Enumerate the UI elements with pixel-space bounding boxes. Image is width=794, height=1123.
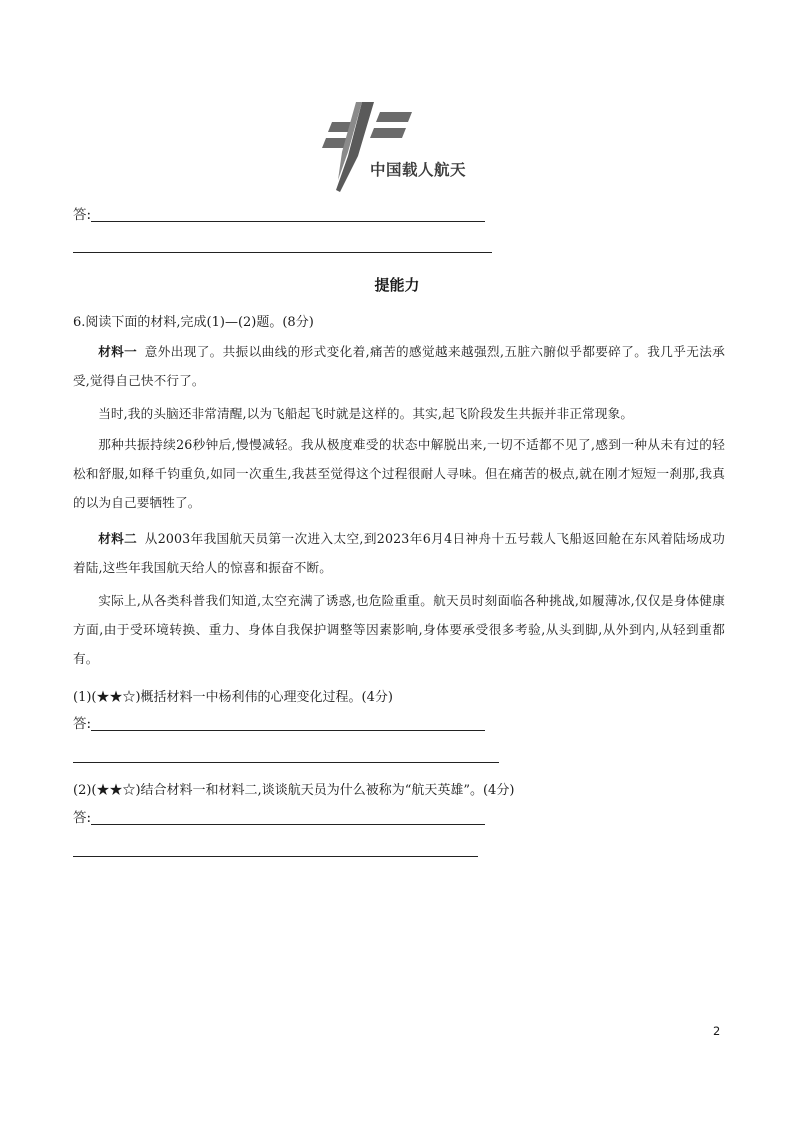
question-intro: 6.阅读下面的材料,完成(1)—(2)题。(8分)	[73, 315, 314, 330]
material2-paragraph-2: 实际上,从各类科普我们知道,太空充满了诱惑,也危险重重。航天员时刻面临各种挑战,如履薄冰,仅仅是身体健康方面,由于受环境转换、重力、身体自我保护调整等因素影响,身体要承受很多考验,从头到脚,从外到内,从轻到重都有。	[73, 593, 725, 667]
material2-label: 材料二	[98, 531, 138, 546]
answer-line-1[interactable]	[73, 712, 485, 734]
answer-blank-line[interactable]	[73, 252, 492, 253]
material1-paragraph-2: 当时,我的头脑还非常清醒,以为飞船起飞时就是这样的。其实,起飞阶段发生共振并非正常现象。	[98, 406, 634, 421]
answer-line-top[interactable]	[73, 203, 485, 225]
material2-paragraph-1	[73, 524, 725, 582]
china-manned-space-logo	[318, 100, 478, 196]
answer-label: 答:	[73, 207, 92, 223]
answer-label: 答:	[73, 716, 92, 732]
manned-space-emblem-icon	[318, 100, 478, 196]
subquestion-1: (1)(★★☆)概括材料一中杨利伟的心理变化过程。(4分)	[73, 690, 393, 705]
answer-label: 答:	[73, 810, 92, 826]
answer-blank-line-2[interactable]	[73, 856, 478, 857]
answer-line-2[interactable]	[73, 806, 485, 828]
material1-label: 材料一	[98, 344, 138, 359]
material1-paragraph-1	[73, 337, 725, 395]
material1-p1-text: 意外出现了。共振以曲线的形式变化着,痛苦的感觉越来越强烈,五脏六腑似乎都要碎了。我几乎无法承受,觉得自己快不行了。	[73, 344, 725, 389]
section-title: 提能力	[374, 276, 420, 294]
subquestion-2: (2)(★★☆)结合材料一和材料二,谈谈航天员为什么被称为“航天英雄”。(4分)	[73, 783, 515, 798]
material2-p1-text: 从2003年我国航天员第一次进入太空,到2023年6月4日神舟十五号载人飞船返回舱在东风着陆场成功着陆,这些年我国航天给人的惊喜和振奋不断。	[73, 531, 725, 576]
answer-rule	[91, 730, 485, 731]
answer-blank-line-1[interactable]	[73, 762, 499, 763]
answer-rule	[91, 221, 485, 222]
material1-paragraph-3: 那种共振持续26秒钟后,慢慢减轻。我从极度难受的状态中解脱出来,一切不适都不见了,感到一种从未有过的轻松和舒服,如释千钧重负,如同一次重生,我甚至觉得这个过程很耐人寻味。但在痛苦的极点,就在刚才短短一刹那,我真的以为自己要牺牲了。	[73, 437, 725, 511]
logo-text: 中国载人航天	[370, 161, 467, 179]
answer-rule	[91, 824, 485, 825]
page-number: 2	[713, 1024, 721, 1038]
